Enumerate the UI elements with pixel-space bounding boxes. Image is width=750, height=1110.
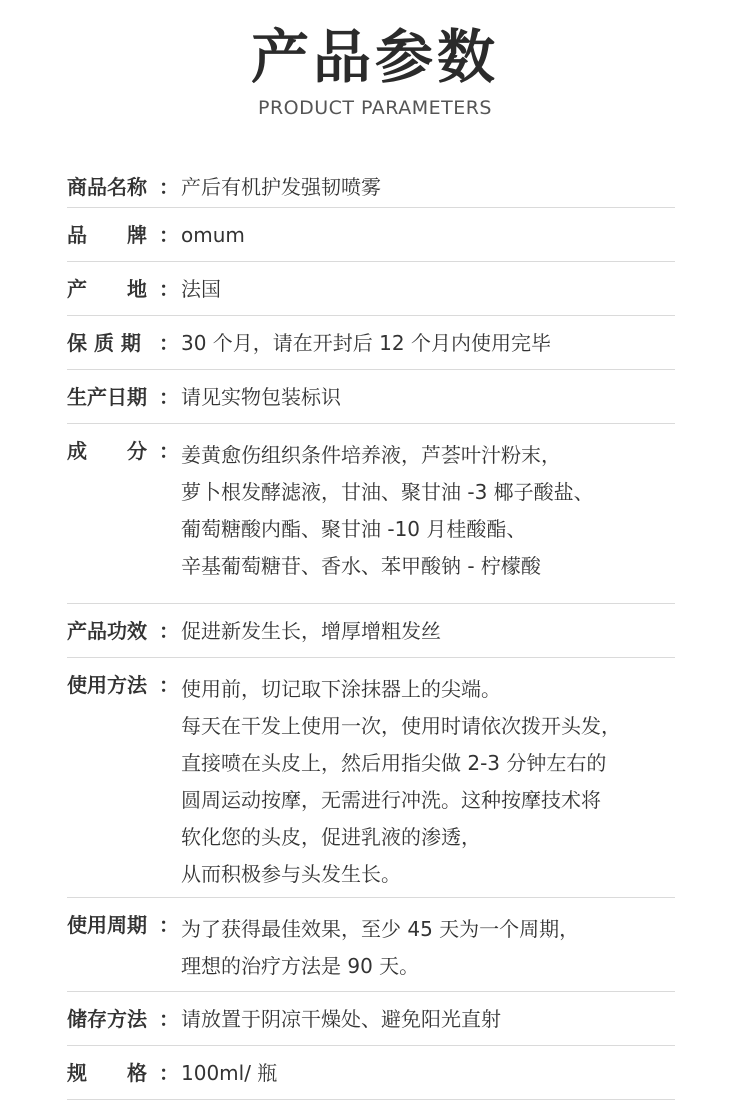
parameter-value-line: 请见实物包装标识 [181,385,341,409]
parameter-value-line: 促进新发生长，增厚增粗发丝 [181,619,441,643]
parameter-value-line: 使用前，切记取下涂抹器上的尖端。 [181,677,501,701]
parameter-label-colon: ： [159,331,179,355]
parameter-label-text: 使用周期 [67,913,147,937]
parameter-label-colon: ： [159,439,179,463]
parameter-label [67,221,179,249]
parameter-value-line: 请放置于阴凉干燥处、避免阳光直射 [181,1007,501,1031]
parameter-label-colon: ： [159,277,179,301]
parameter-value [179,617,675,645]
parameter-value-line: 萝卜根发酵滤液，甘油、聚甘油 -3 椰子酸盐、 [181,480,594,504]
parameter-value-line: omum [181,223,245,247]
parameter-value [179,329,675,357]
parameter-label-text: 商品名称 [67,175,147,199]
parameter-label [67,617,179,645]
parameter-list [67,160,675,1100]
parameter-row [67,992,675,1046]
parameter-label [67,173,179,201]
parameter-row [67,316,675,370]
parameter-row [67,1046,675,1100]
parameter-value-line: 葡萄糖酸内酯、聚甘油 -10 月桂酸酯、 [181,517,527,541]
parameter-label [67,275,179,303]
parameter-value-line: 法国 [181,277,221,301]
parameter-row [67,424,675,604]
parameter-row [67,262,675,316]
parameter-value-line: 辛基葡萄糖苷、香水、苯甲酸钠 - 柠檬酸 [181,554,541,578]
parameter-label [67,437,179,465]
parameter-value-line: 每天在干发上使用一次，使用时请依次拨开头发， [181,714,621,738]
parameter-value [179,671,675,893]
parameter-value-line: 姜黄愈伤组织条件培养液，芦荟叶汁粉末， [181,443,561,467]
parameter-label-text: 成 分 [67,439,147,463]
parameter-row [67,160,675,208]
parameter-value [179,173,675,201]
parameter-label-text: 规 格 [67,1061,147,1085]
parameter-label-text: 保 质 期 [67,331,141,355]
parameter-label-colon: ： [159,1007,179,1031]
parameter-label-colon: ： [159,913,179,937]
parameter-label-colon: ： [159,619,179,643]
parameter-label [67,911,179,939]
parameter-label [67,383,179,411]
parameter-row [67,370,675,424]
parameter-value [179,1059,675,1087]
parameter-label-text: 生产日期 [67,385,147,409]
parameter-value-line: 为了获得最佳效果，至少 45 天为一个周期， [181,917,580,941]
parameter-label-colon: ： [159,385,179,409]
parameter-label [67,1059,179,1087]
parameter-value-line: 30 个月，请在开封后 12 个月内使用完毕 [181,331,551,355]
parameter-label-colon: ： [159,175,179,199]
parameter-label-colon: ： [159,223,179,247]
parameter-label [67,671,179,699]
parameter-value [179,383,675,411]
parameter-value-line: 直接喷在头皮上，然后用指尖做 2-3 分钟左右的 [181,751,607,775]
parameter-value-line: 软化您的头皮，促进乳液的渗透， [181,825,481,849]
parameter-label-text: 产品功效 [67,619,147,643]
parameter-label-colon: ： [159,1061,179,1085]
parameter-value-line: 产后有机护发强韧喷雾 [181,175,381,199]
page-subtitle: PRODUCT PARAMETERS [257,97,492,119]
parameter-label [67,1005,179,1033]
parameter-row [67,604,675,658]
parameter-value-line: 理想的治疗方法是 90 天。 [181,954,420,978]
parameter-value [179,1005,675,1033]
parameter-label-text: 产 地 [67,277,147,301]
parameter-label [67,329,179,357]
parameter-row [67,658,675,898]
parameter-value [179,437,675,585]
parameter-row [67,898,675,992]
parameter-value-line: 圆周运动按摩，无需进行冲洗。这种按摩技术将 [181,788,601,812]
parameter-row [67,208,675,262]
page-title: 产品参数 [250,23,499,91]
parameter-label-text: 品 牌 [67,223,147,247]
parameter-value [179,221,675,249]
parameter-value [179,911,675,985]
parameter-value [179,275,675,303]
parameter-value-line: 100ml/ 瓶 [181,1061,278,1085]
parameter-value-line: 从而积极参与头发生长。 [181,862,401,886]
parameter-label-text: 使用方法 [67,673,147,697]
parameter-label-colon: ： [159,673,179,697]
parameter-label-text: 储存方法 [67,1007,147,1031]
